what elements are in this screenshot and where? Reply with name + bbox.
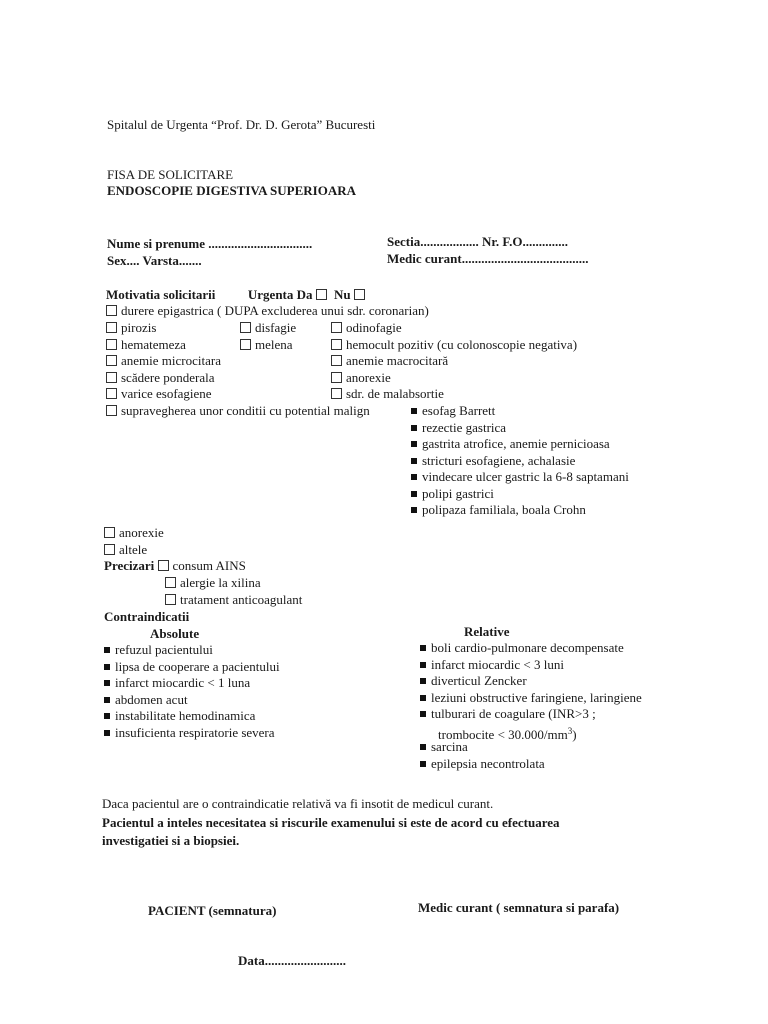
- contraindications-label: Contraindicatii: [104, 609, 190, 624]
- contraindication-label: diverticul Zencker: [431, 673, 527, 688]
- symptom-label: melena: [255, 336, 293, 352]
- list-item: [104, 542, 164, 559]
- patient-signature-label: PACIENT (semnatura): [148, 903, 277, 918]
- doctor-field: Medic curant.......................................: [387, 251, 589, 266]
- relative-label: Relative: [464, 624, 510, 639]
- bullet-icon: [411, 425, 417, 431]
- symptoms-col3: [331, 320, 577, 403]
- list-item: [240, 337, 296, 354]
- precizari-item: tratament anticoagulant: [180, 591, 303, 607]
- checkbox[interactable]: [106, 372, 117, 383]
- contraindication-label: trombocite < 30.000/mm: [438, 726, 568, 742]
- symptom-label: odinofagie: [346, 320, 402, 335]
- list-item: [331, 337, 577, 354]
- bullet-icon: [104, 713, 110, 719]
- checkbox[interactable]: [106, 388, 117, 399]
- list-item: [331, 386, 577, 403]
- bullet-icon: [104, 647, 110, 653]
- symptom-label: hemocult pozitiv (cu colonoscopie negativa): [346, 336, 578, 352]
- list-item: [420, 756, 642, 773]
- precizari-item: consum AINS: [172, 558, 246, 573]
- list-item: [411, 502, 629, 519]
- precizari-label: Precizari: [104, 558, 155, 573]
- list-item: [411, 403, 629, 420]
- contraindication-label: lipsa de cooperare a pacientului: [115, 658, 280, 674]
- checkbox[interactable]: [331, 322, 342, 333]
- bullet-icon: [104, 730, 110, 736]
- condition-label: rezectie gastrica: [422, 419, 507, 435]
- bullet-icon: [420, 744, 426, 750]
- checkbox[interactable]: [158, 560, 169, 571]
- list-item: [411, 469, 629, 486]
- list-item: [420, 706, 642, 723]
- doctor-signature-label: Medic curant ( semnatura si parafa): [418, 900, 620, 915]
- checkbox[interactable]: [331, 339, 342, 350]
- list-item: [331, 370, 577, 387]
- symptom-label: scădere ponderala: [121, 369, 215, 385]
- contraindication-label: instabilitate hemodinamica: [115, 708, 256, 723]
- list-item: [420, 657, 642, 674]
- conditions-list: [411, 403, 629, 519]
- condition-label: stricturi esofagiene, achalasie: [422, 452, 576, 468]
- extra-label: anorexie: [119, 525, 164, 540]
- bullet-icon: [420, 711, 426, 717]
- urgency-no-checkbox[interactable]: [354, 289, 365, 300]
- hospital-name: Spitalul de Urgenta “Prof. Dr. D. Gerota” Bucuresti: [107, 117, 376, 132]
- checkbox[interactable]: [331, 355, 342, 366]
- contraindication-label: epilepsia necontrolata: [431, 755, 545, 771]
- contraindication-label: infarct miocardic < 1 luna: [115, 675, 251, 690]
- sex-age-field: Sex.... Varsta.......: [107, 253, 202, 268]
- checkbox[interactable]: [106, 322, 117, 333]
- list-item: [165, 575, 302, 592]
- precizari-list: [165, 575, 302, 608]
- patient-name-field: Nume si prenume ................................: [107, 236, 313, 251]
- condition-label: gastrita atrofice, anemie pernicioasa: [422, 436, 610, 451]
- symptom-label: anemie microcitara: [121, 353, 221, 368]
- symptom-label: anorexie: [346, 369, 391, 385]
- contraindication-label: refuzul pacientului: [115, 642, 213, 657]
- list-item: [411, 453, 629, 470]
- urgency-label: Urgenta: [247, 287, 294, 302]
- checkbox[interactable]: [106, 339, 117, 350]
- symptom-label: pirozis: [121, 320, 157, 335]
- bullet-icon: [411, 458, 417, 464]
- relative-list: [420, 640, 642, 772]
- bullet-icon: [411, 441, 417, 447]
- bullet-icon: [411, 474, 417, 480]
- list-item: [104, 642, 280, 659]
- checkbox[interactable]: [331, 372, 342, 383]
- list-item-continuation: [420, 723, 642, 740]
- symptom-label: sdr. de malabsortie: [346, 386, 444, 401]
- symptom-label: supravegherea unor conditii cu potential malign: [121, 402, 370, 418]
- checkbox[interactable]: [165, 577, 176, 588]
- bullet-icon: [411, 408, 417, 414]
- bullet-icon: [104, 697, 110, 703]
- checkbox[interactable]: [104, 527, 115, 538]
- bullet-icon: [420, 695, 426, 701]
- contraindication-label: ): [572, 726, 577, 742]
- list-item: [104, 692, 280, 709]
- checkbox[interactable]: [104, 544, 115, 555]
- list-item: [104, 659, 280, 676]
- form-subtitle: ENDOSCOPIE DIGESTIVA SUPERIOARA: [107, 183, 356, 198]
- consent-line-1: Pacientul a inteles necesitatea si riscurile examenului si este de acord cu efectuarea: [102, 815, 560, 830]
- extra-list: [104, 525, 164, 558]
- symptoms-col2: [240, 320, 296, 353]
- symptom-label: disfagie: [255, 320, 297, 335]
- contraindication-label: abdomen acut: [115, 691, 188, 707]
- precizari-item: alergie la xilina: [180, 575, 261, 590]
- list-item: [411, 436, 629, 453]
- checkbox[interactable]: [331, 388, 342, 399]
- motivation-header: [106, 287, 369, 304]
- symptom-label: anemie macrocitară: [346, 353, 449, 368]
- bullet-icon: [420, 662, 426, 668]
- list-item-surveillance: [106, 403, 370, 420]
- symptom-epigastric: [106, 303, 429, 320]
- urgency-yes-label: Da: [296, 287, 313, 302]
- consent-line-2: investigatiei si a biopsiei.: [102, 833, 240, 848]
- checkbox[interactable]: [240, 322, 251, 333]
- list-item: [420, 673, 642, 690]
- condition-label: polipi gastrici: [422, 485, 494, 501]
- checkbox[interactable]: [106, 305, 117, 316]
- bullet-icon: [420, 761, 426, 767]
- bullet-icon: [411, 491, 417, 497]
- superscript: 3: [567, 725, 573, 736]
- symptom-label: hematemeza: [121, 336, 186, 352]
- contraindication-label: tulburari de coagulare (INR>3 ;: [431, 706, 596, 721]
- list-item: [411, 486, 629, 503]
- condition-label: polipaza familiala, boala Crohn: [422, 502, 586, 517]
- bullet-icon: [104, 680, 110, 686]
- precizari-row: [104, 558, 246, 575]
- checkbox[interactable]: [106, 405, 117, 416]
- contraindication-label: boli cardio-pulmonare decompensate: [431, 640, 624, 655]
- contraindication-label: sarcina: [431, 739, 468, 754]
- list-item: [165, 592, 302, 609]
- symptom-label: durere epigastrica ( DUPA excluderea unui sdr. coronarian): [121, 303, 429, 318]
- checkbox[interactable]: [240, 339, 251, 350]
- list-item: [331, 353, 577, 370]
- section-field: Sectia.................. Nr. F.O..............: [387, 234, 569, 249]
- contraindication-label: infarct miocardic < 3 luni: [431, 656, 564, 672]
- urgency-yes-checkbox[interactable]: [316, 289, 327, 300]
- list-item: [331, 320, 577, 337]
- extra-label: altele: [119, 541, 148, 557]
- bullet-icon: [411, 507, 417, 513]
- list-item: [104, 725, 280, 742]
- absolute-list: [104, 642, 280, 741]
- absolute-label: Absolute: [150, 626, 200, 641]
- list-item: [104, 525, 164, 542]
- list-item: [420, 640, 642, 657]
- condition-label: esofag Barrett: [422, 403, 496, 418]
- list-item: [420, 690, 642, 707]
- urgency-no-label: Nu: [334, 287, 351, 302]
- list-item: [240, 320, 296, 337]
- checkbox[interactable]: [165, 594, 176, 605]
- motivation-label: Motivatia solicitarii: [106, 287, 216, 302]
- date-field: Data.........................: [238, 953, 346, 968]
- list-item: [411, 420, 629, 437]
- condition-label: vindecare ulcer gastric la 6-8 saptamani: [422, 469, 629, 484]
- list-item: [104, 708, 280, 725]
- bullet-icon: [420, 645, 426, 651]
- checkbox[interactable]: [106, 355, 117, 366]
- contraindication-label: leziuni obstructive faringiene, laringiene: [431, 689, 642, 705]
- relative-note: Daca pacientul are o contraindicatie relativă va fi insotit de medicul curant.: [102, 796, 494, 811]
- symptom-label: varice esofagiene: [121, 386, 212, 401]
- form-title: FISA DE SOLICITARE: [107, 167, 234, 182]
- bullet-icon: [420, 678, 426, 684]
- list-item: [104, 675, 280, 692]
- contraindication-label: insuficienta respiratorie severa: [115, 724, 275, 740]
- bullet-icon: [104, 664, 110, 670]
